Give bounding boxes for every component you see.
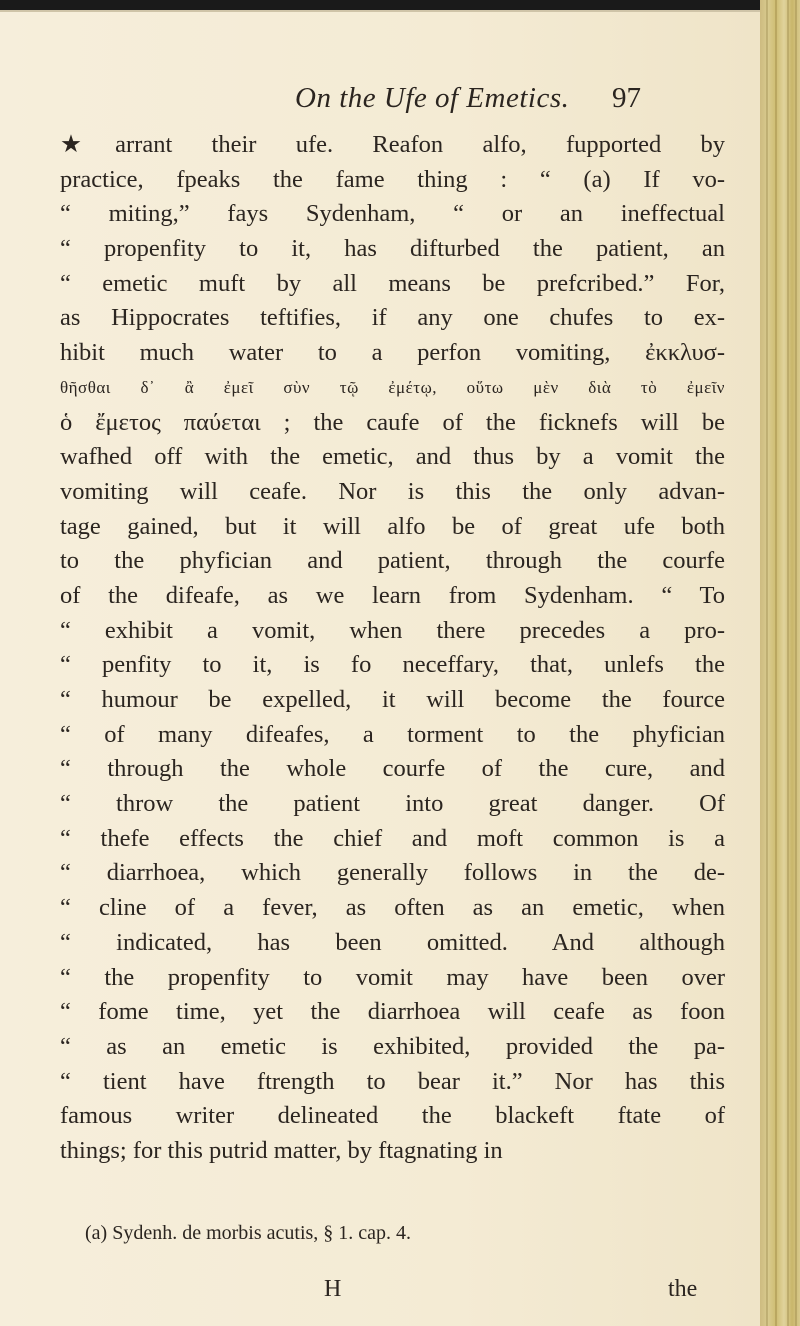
running-head-title: On the Ufe of Emetics. (295, 82, 570, 114)
page-edge-binding (760, 0, 800, 1326)
scan-top-line (0, 10, 760, 12)
body-text (60, 128, 725, 1169)
edge-stripe (775, 0, 777, 1326)
footnote: (a) Sydenh. de morbis acutis, § 1. cap. 4. (85, 1222, 412, 1244)
text-line: “ fome time, yet the diarrhoea will ceafe as foon (60, 998, 725, 1026)
text-line: tage gained, but it will alfo be of great ufe both (60, 512, 725, 540)
scan-top-border (0, 0, 760, 10)
text-line: wafhed off with the emetic, and thus by a vomit the (60, 443, 725, 471)
text-line: practice, fpeaks the fame thing : “ (a) If vo- (60, 165, 725, 193)
text-line: “ humour be expelled, it will become the fource (60, 686, 725, 713)
text-line: as Hippocrates teftifies, if any one chufes to ex- (60, 304, 725, 332)
text-line: “ the propenfity to vomit may have been over (60, 963, 725, 991)
text-line: “ through the whole courfe of the cure, and (60, 755, 725, 783)
text-line: “ emetic muft by all means be prefcribed.” For, (60, 269, 725, 297)
text-line: “ cline of a fever, as often as an emetic, when (60, 894, 725, 922)
page-number: 97 (612, 82, 641, 114)
text-line: “ of many difeafes, a torment to the phyfician (60, 720, 725, 748)
text-line: to the phyfician and patient, through the courfe (60, 547, 725, 575)
text-line: “ thefe effects the chief and moft common is a (60, 824, 725, 852)
text-line: famous writer delineated the blackeft ftate of (60, 1102, 725, 1130)
text-line: “ penfity to it, is fo neceffary, that, unlefs the (60, 651, 725, 679)
edge-stripe (766, 0, 768, 1326)
edge-stripe (795, 0, 797, 1326)
text-line: “ as an emetic is exhibited, provided the pa- (60, 1032, 725, 1060)
text-line: “ tient have ftrength to bear it.” Nor has this (60, 1067, 725, 1095)
greek-text-line: θῆσθαι δ᾽ ἂ ἐμεῖ σὺν τῷ ἐμέτῳ, οὕτω μὲν διὰ τὸ ἐμεῖν (60, 377, 725, 397)
catchword: the (668, 1276, 698, 1302)
text-line: “ throw the patient into great danger. Of (60, 790, 725, 818)
text-line: “ indicated, has been omitted. And although (60, 928, 725, 956)
text-line: of the difeafe, as we learn from Sydenham. “ To (60, 581, 725, 609)
text-line: ὁ ἔμετος παύεται ; the caufe of the ficknefs will be (60, 408, 725, 436)
text-line: things; for this putrid matter, by ftagnating in (60, 1136, 503, 1164)
text-line: “ miting,” fays Sydenham, “ or an ineffectual (60, 200, 725, 228)
text-line: “ diarrhoea, which generally follows in the de- (60, 859, 725, 887)
running-head (0, 82, 760, 122)
text-line: hibit much water to a perfon vomiting, ἐκκλυσ- (60, 339, 725, 367)
text-line: ★arrant their ufe. Reafon alfo, fupported by (60, 131, 725, 158)
signature-mark: H (324, 1276, 342, 1302)
text-line: “ exhibit a vomit, when there precedes a pro- (60, 616, 725, 644)
text-line: “ propenfity to it, has difturbed the patient, an (60, 235, 725, 263)
text-line: vomiting will ceafe. Nor is this the only advan- (60, 477, 725, 505)
edge-stripe (787, 0, 789, 1326)
